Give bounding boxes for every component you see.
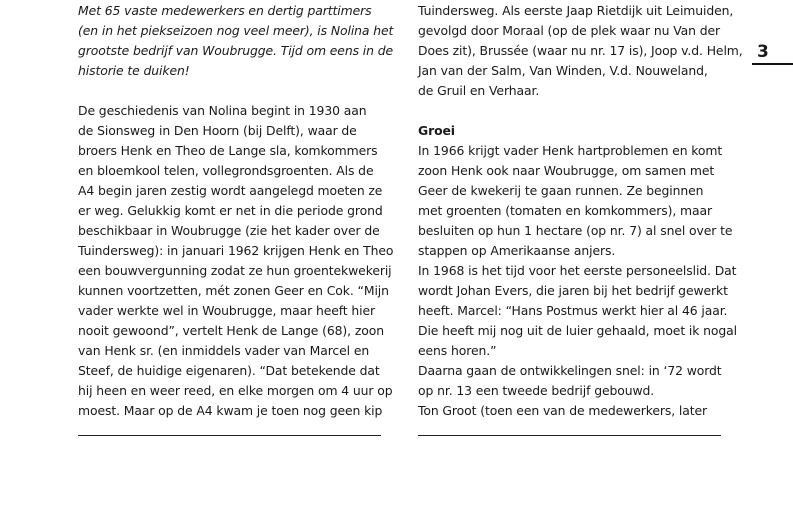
body-line: Ton Groot (toen een van de medewerkers, later — [418, 403, 708, 418]
body-line: wordt Johan Evers, die jaren bij het bedrijf gewerkt — [418, 283, 728, 298]
intro-line: grootste bedrijf van Woubrugge. Tijd om eens in de — [78, 43, 393, 58]
body-line: Jan van der Salm, Van Winden, V.d. Nouweland, — [418, 63, 708, 78]
body-line: gevolgd door Moraal (op de plek waar nu Van der — [418, 23, 720, 38]
body-line: In 1968 is het tijd voor het eerste personeelslid. Dat — [418, 263, 737, 278]
body-line: op nr. 13 een tweede bedrijf gebouwd. — [418, 383, 655, 398]
column-divider-rule-left — [78, 435, 381, 436]
body-line: De geschiedenis van Nolina begint in 1930 aan — [78, 103, 367, 118]
body-line: Does zit), Brussée (waar nu nr. 17 is), Joop v.d. Helm, — [418, 43, 743, 58]
page-number-bar — [752, 63, 793, 65]
body-line: moest. Maar op de A4 kwam je toen nog geen kip — [78, 403, 383, 418]
body-line: In 1966 krijgt vader Henk hartproblemen en komt — [418, 143, 723, 158]
body-line: de Sionsweg in Den Hoorn (bij Delft), waar de — [78, 123, 357, 138]
history-paragraph — [78, 101, 394, 421]
body-line: eens horen.” — [418, 343, 497, 358]
intro-line: Met 65 vaste medewerkers en dertig parttimers — [78, 3, 372, 18]
body-line: van Henk sr. (en inmiddels vader van Marcel en — [78, 343, 370, 358]
body-line: besluiten op hun 1 hectare (op nr. 7) al snel over te — [418, 223, 733, 238]
intro-paragraph — [78, 1, 394, 81]
body-line: Tuindersweg): in januari 1962 krijgen Henk en Theo — [78, 243, 394, 258]
body-line: nooit gewoond”, vertelt Henk de Lange (68), zoon — [78, 323, 384, 338]
body-line: Daarna gaan de ontwikkelingen snel: in ‘72 wordt — [418, 363, 722, 378]
page-number: 3 — [757, 42, 769, 62]
right-column — [418, 1, 743, 421]
body-line: er weg. Gelukkig komt er net in die periode grond — [78, 203, 383, 218]
body-line: Tuindersweg. Als eerste Jaap Rietdijk uit Leimuiden, — [418, 3, 734, 18]
body-line: broers Henk en Theo de Lange sla, komkommers — [78, 143, 378, 158]
body-line: heeft. Marcel: “Hans Postmus werkt hier al 46 jaar. — [418, 303, 728, 318]
body-line: zoon Henk ook naar Woubrugge, om samen met — [418, 163, 715, 178]
body-line: de Gruil en Verhaar. — [418, 83, 540, 98]
body-line: hij heen en weer reed, en elke morgen om 4 uur op — [78, 383, 393, 398]
body-line: Die heeft mij nog uit de luier gehaald, moet ik nogal — [418, 323, 738, 338]
body-line: vader werkte wel in Woubrugge, maar heeft hier — [78, 303, 376, 318]
body-line: een bouwvergunning zodat ze hun groentekwekerij — [78, 263, 392, 278]
left-column — [78, 1, 394, 421]
body-line: kunnen voortzetten, mét zonen Geer en Cok. “Mijn — [78, 283, 389, 298]
column-divider-rule-right — [418, 435, 721, 436]
groei-paragraph — [418, 141, 738, 421]
section-heading-groei: Groei — [418, 123, 455, 138]
intro-line: (en in het piekseizoen nog veel meer), is Nolina het — [78, 23, 394, 38]
body-line: stappen op Amerikaanse anjers. — [418, 243, 616, 258]
tuindersweg-paragraph — [418, 1, 743, 101]
body-line: met groenten (tomaten en komkommers), maar — [418, 203, 713, 218]
body-line: A4 begin jaren zestig wordt aangelegd moeten ze — [78, 183, 383, 198]
body-line: en bloemkool telen, vollegrondsgroenten. Als de — [78, 163, 374, 178]
body-line: Steef, de huidige eigenaren). “Dat betekende dat — [78, 363, 380, 378]
intro-line: historie te duiken! — [78, 63, 190, 78]
body-line: beschikbaar in Woubrugge (zie het kader over de — [78, 223, 380, 238]
body-line: Geer de kwekerij te gaan runnen. Ze beginnen — [418, 183, 704, 198]
